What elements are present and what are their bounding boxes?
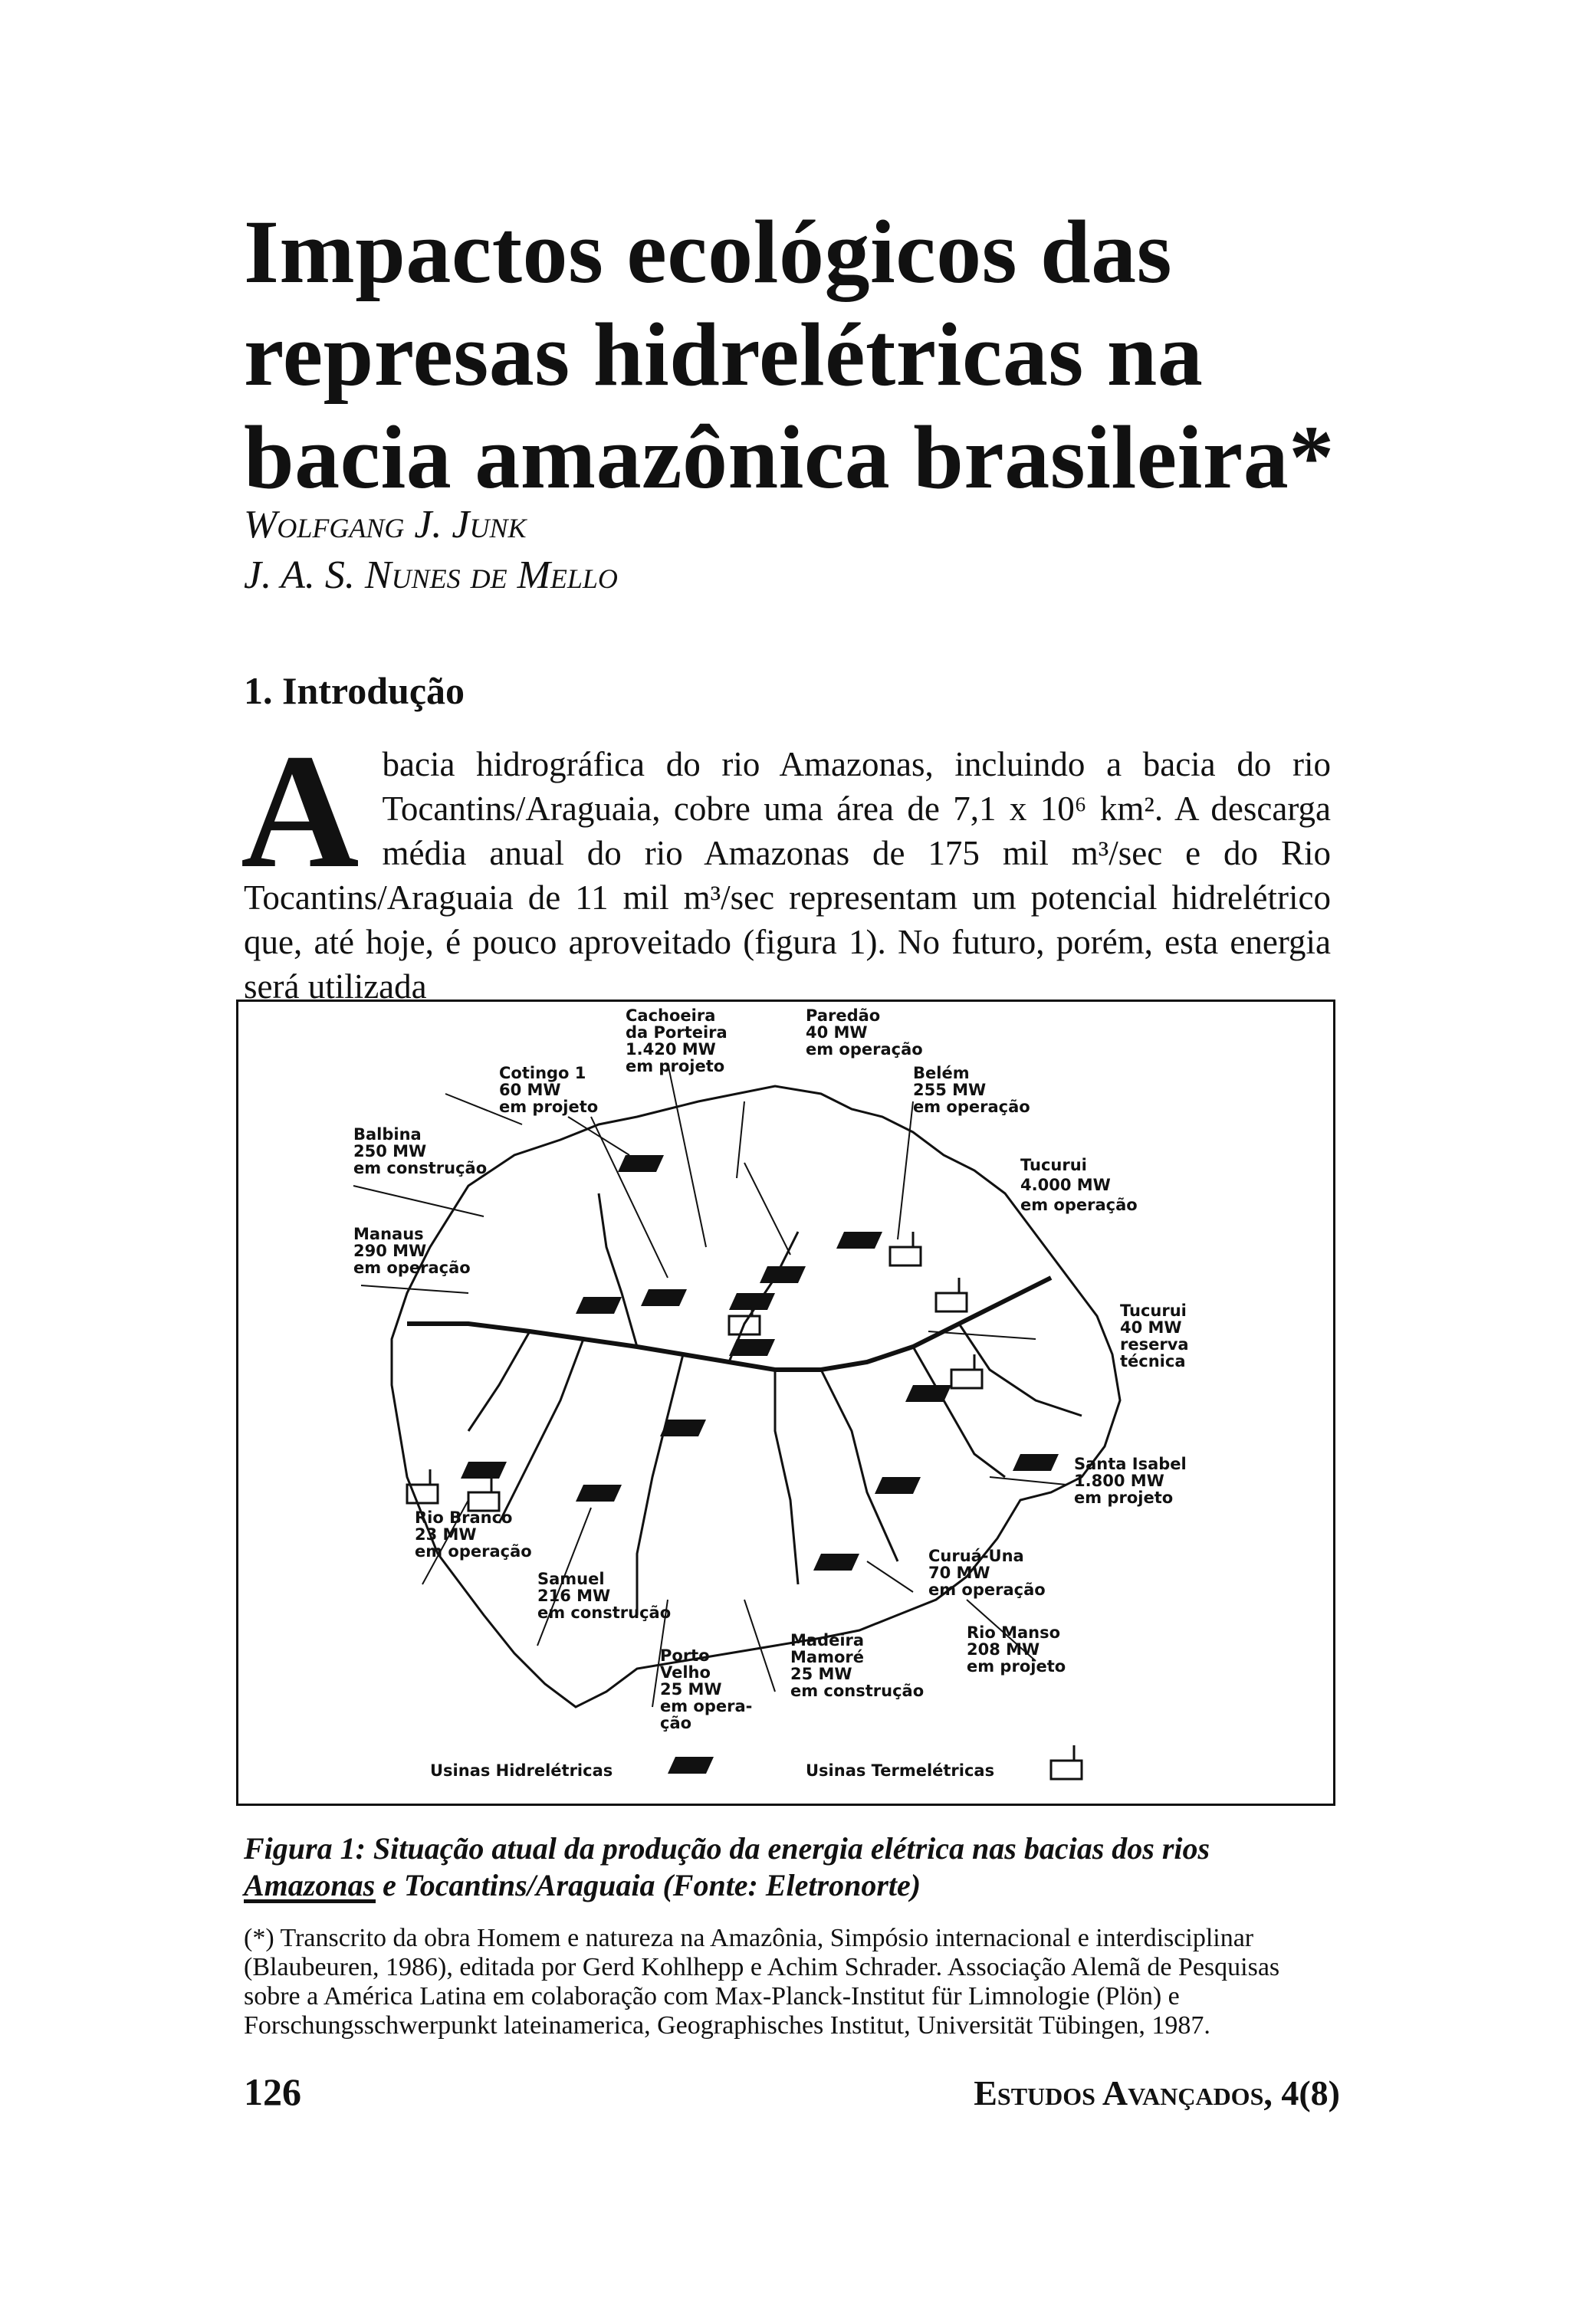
legend-hydro-icon bbox=[668, 1757, 714, 1774]
tributary bbox=[468, 1331, 530, 1431]
body-paragraph bbox=[241, 721, 1331, 1009]
journal-name: Estudos Avançados, 4(8) bbox=[974, 2073, 1340, 2112]
map-svg bbox=[238, 1002, 1338, 1808]
paragraph-text: bacia hidrográfica do rio Amazonas, incluindo a bacia do rio Tocantins/Araguaia, cobre uma área de 7,1 x 10⁶ km². A descarga média anual do rio Amazonas de 175 mil m³/sec e do Rio Tocantins/Araguaia de 11 mil m³/sec representam um potencial hidrelétrico que, até hoje, é pouco aproveitado (figura 1). No futuro, porém, esta energia será utilizada bbox=[244, 745, 1331, 1006]
author-2: J. A. S. Nunes de Mello bbox=[244, 553, 618, 597]
footnote: (*) Transcrito da obra Homem e natureza na Amazônia, Simpósio internacional e interdisciplinar (Blaubeuren, 1986), editada por Gerd Kohlhepp e Achim Schrader. Associação Alemã de Pesquisas sobre a América Latina em colaboração com Max-Planck-Institut für Limnologie (Plön) e Forschungsschwerpunkt lateinamerica, Geographisches Institut, Universität Tübingen, 1987. bbox=[244, 1924, 1280, 2040]
tributary bbox=[913, 1347, 1005, 1477]
label-cotingo: Cotingo 1 60 MW em projeto bbox=[499, 1064, 599, 1116]
legend-thermal-icon bbox=[1051, 1745, 1082, 1779]
label-belem: Belém 255 MW em operação bbox=[913, 1064, 1030, 1116]
label-samuel: Samuel 216 MW em construção bbox=[537, 1570, 672, 1622]
tributary bbox=[775, 1370, 798, 1584]
section-heading: 1. Introdução bbox=[244, 669, 465, 712]
author-1: Wolfgang J. Junk bbox=[244, 503, 527, 547]
label-curua-una: Curuá-Una 70 MW em operação bbox=[928, 1547, 1046, 1599]
label-rio-manso: Rio Manso 208 MW em projeto bbox=[967, 1623, 1066, 1676]
label-tucurui-2: Tucurui 40 MW reserva técnica bbox=[1120, 1302, 1189, 1370]
page-number: 126 bbox=[244, 2070, 301, 2113]
legend-thermo-label: Usinas Termelétricas bbox=[806, 1761, 995, 1780]
legend-hydro-label: Usinas Hidrelétricas bbox=[430, 1761, 613, 1780]
label-porto-velho: Porto Velho 25 MW em opera-ção bbox=[660, 1646, 753, 1732]
tributary bbox=[599, 1193, 637, 1347]
label-tucurui-1: Tucurui 4.000 MW em operação bbox=[1020, 1156, 1138, 1214]
hydro-plant-icon bbox=[461, 1155, 1059, 1571]
label-santa-isabel: Santa Isabel 1.800 MW em projeto bbox=[1074, 1455, 1187, 1507]
article-title: Impactos ecológicos das represas hidrelétricas na bacia amazônica brasileira* bbox=[244, 202, 1335, 507]
label-paredao: Paredão 40 MW em operação bbox=[806, 1006, 923, 1059]
basin-outline bbox=[392, 1086, 1120, 1707]
author-list bbox=[244, 500, 618, 601]
tributary bbox=[499, 1339, 583, 1523]
tributary bbox=[637, 1354, 683, 1615]
figure-caption: Figura 1: Situação atual da produção da energia elétrica nas bacias dos rios Amazonas e Tocantins/Araguaia (Fonte: Eletronorte) bbox=[244, 1831, 1210, 1902]
label-cachoeira: Cachoeira da Porteira 1.420 MW em projeto bbox=[626, 1006, 728, 1075]
figure-1-map bbox=[236, 1000, 1335, 1806]
drop-cap: A bbox=[241, 721, 360, 902]
label-balbina: Balbina 250 MW em construção bbox=[353, 1125, 488, 1177]
label-manaus: Manaus 290 MW em operação bbox=[353, 1225, 471, 1277]
tributary bbox=[821, 1370, 898, 1561]
footnote-rule bbox=[244, 1899, 376, 1903]
label-madeira: Madeira Mamoré 25 MW em construção bbox=[790, 1631, 925, 1700]
label-rio-branco: Rio Branco 23 MW em operação bbox=[415, 1508, 532, 1561]
